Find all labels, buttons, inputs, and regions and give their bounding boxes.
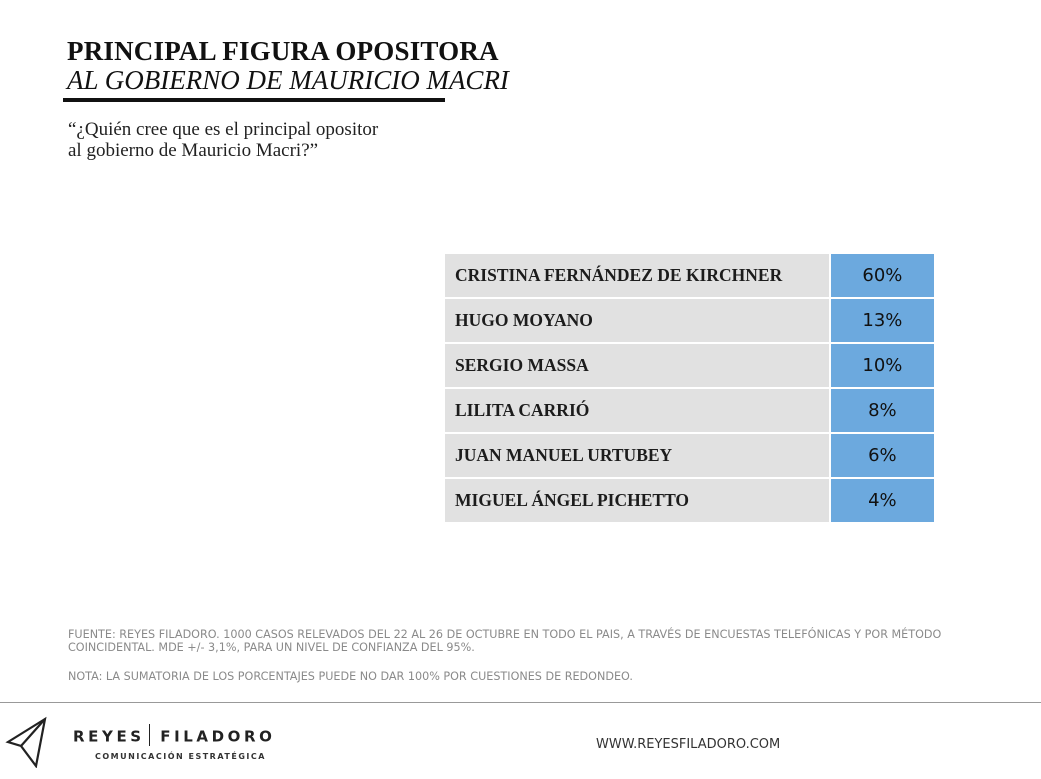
table-row — [445, 343, 934, 388]
page-title: PRINCIPAL FIGURA OPOSITORA — [67, 36, 499, 66]
candidate-name: HUGO MOYANO — [445, 298, 830, 343]
brand-tagline: COMUNICACIÓN ESTRATÉGICA — [95, 752, 266, 761]
website-link[interactable]: WWW.REYESFILADORO.COM — [596, 737, 781, 752]
page-subtitle: AL GOBIERNO DE MAURICIO MACRI — [67, 65, 509, 95]
candidate-name: LILITA CARRIÓ — [445, 388, 830, 433]
candidate-percentage: 8% — [830, 388, 934, 433]
table-row — [445, 433, 934, 478]
table-row — [445, 478, 934, 523]
survey-question: “¿Quién cree que es el principal opositor al gobierno de Mauricio Macri?” — [68, 119, 379, 161]
candidate-percentage: 6% — [830, 433, 934, 478]
source-footnote: FUENTE: REYES FILADORO. 1000 CASOS RELEVADOS DEL 22 AL 26 DE OCTUBRE EN TODO EL PAIS, A TRAVÉS DE ENCUESTAS TELEFÓNICAS Y POR MÉTODO COINCIDENTAL. MDE +/- 3,1%, PARA UN NIVEL DE CONFIANZA DEL 95%. — [68, 628, 942, 654]
brand-name-right: FILADORO — [160, 727, 276, 746]
brand-name — [73, 726, 276, 748]
candidate-percentage: 10% — [830, 343, 934, 388]
candidate-name: MIGUEL ÁNGEL PICHETTO — [445, 478, 830, 523]
footer-divider — [0, 702, 1041, 703]
title-underline — [63, 98, 445, 102]
candidate-percentage: 4% — [830, 478, 934, 523]
table-row — [445, 298, 934, 343]
table-row — [445, 254, 934, 298]
candidate-percentage: 60% — [830, 254, 934, 298]
results-table — [445, 254, 934, 524]
brand-name-left: REYES — [73, 727, 145, 746]
candidate-name: SERGIO MASSA — [445, 343, 830, 388]
brand-separator — [149, 724, 151, 746]
paper-plane-arrow-icon — [5, 716, 49, 768]
candidate-name: JUAN MANUEL URTUBEY — [445, 433, 830, 478]
candidate-name: CRISTINA FERNÁNDEZ DE KIRCHNER — [445, 254, 830, 298]
table-row — [445, 388, 934, 433]
candidate-percentage: 13% — [830, 298, 934, 343]
title-block — [67, 37, 509, 95]
rounding-note: NOTA: LA SUMATORIA DE LOS PORCENTAJES PUEDE NO DAR 100% POR CUESTIONES DE REDONDEO. — [68, 670, 633, 683]
